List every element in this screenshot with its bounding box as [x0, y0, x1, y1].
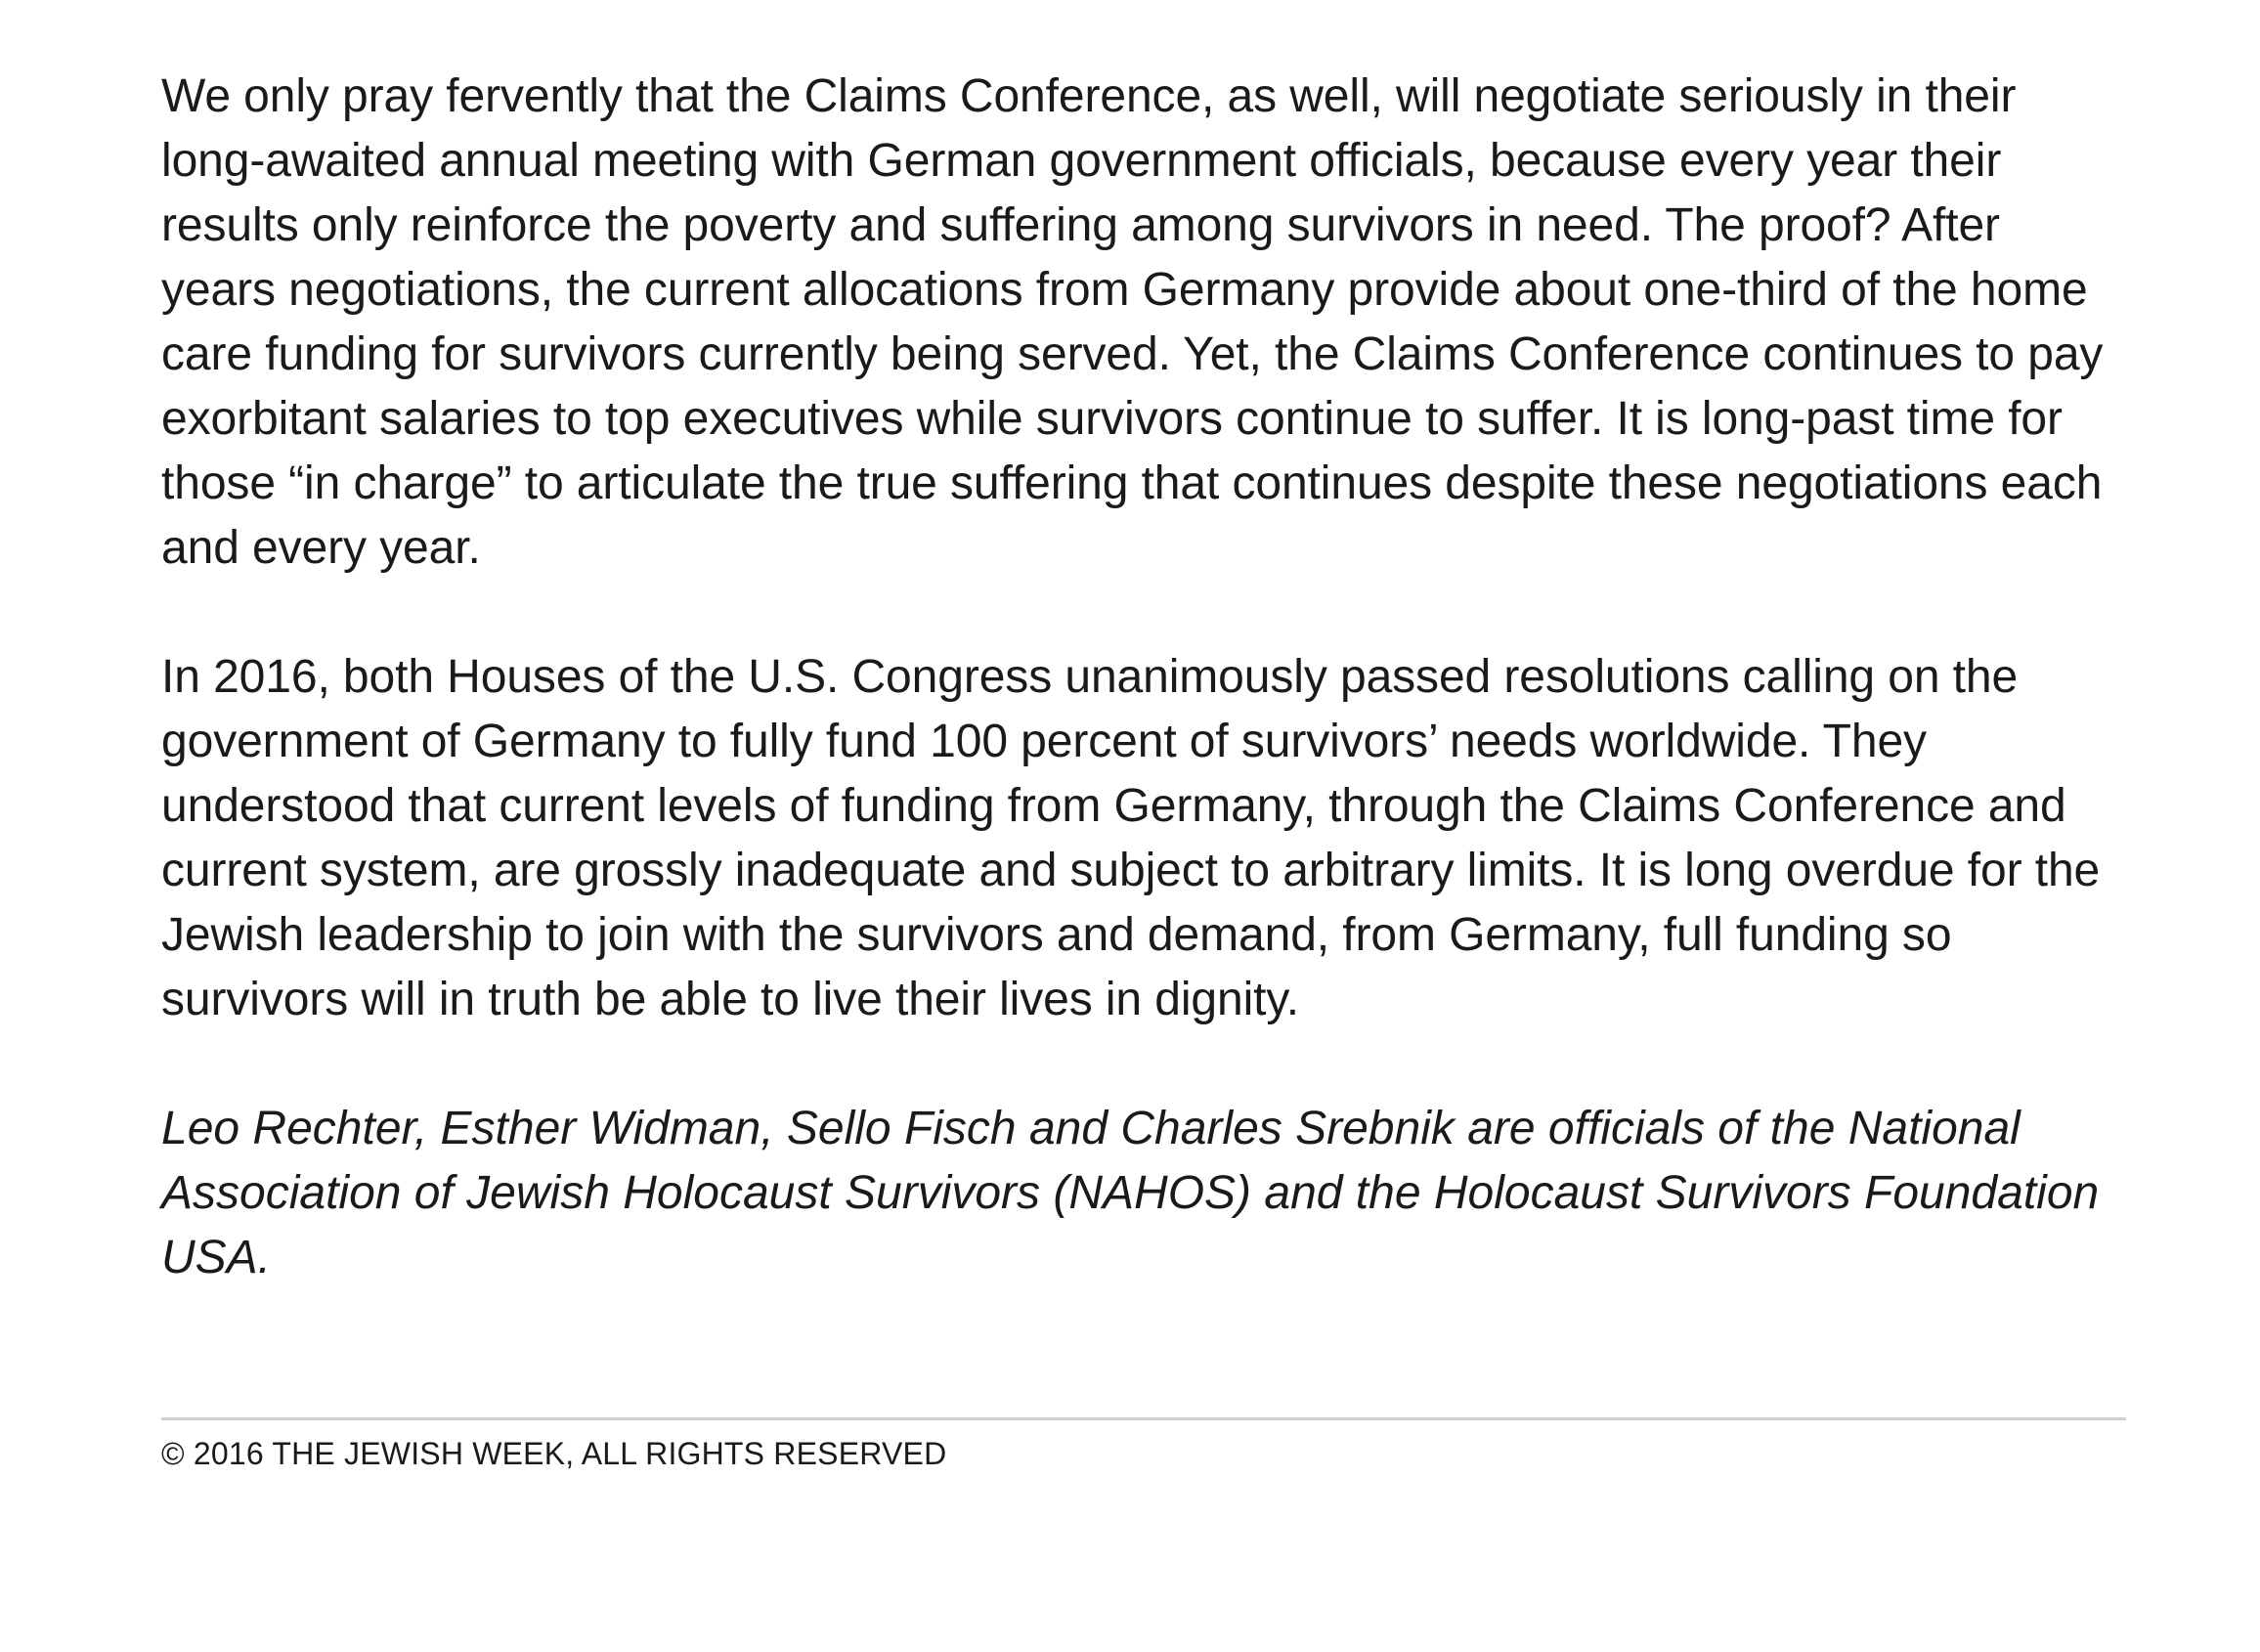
article-page [161, 65, 2126, 1473]
author-byline: Leo Rechter, Esther Widman, Sello Fisch and Charles Srebnik are officials of the National Association of Jewish Holocaust Survivors (NAHOS) and the Holocaust Survivors Foundation USA. [161, 1103, 2100, 1283]
article-paragraph-2: In 2016, both Houses of the U.S. Congress unanimously passed resolutions calling on the government of Germany to fully fund 100 percent of survivors’ needs worldwide. They understood that current levels of funding from Germany, through the Claims Conference and current system, are grossly inadequate and subject to arbitrary limits. It is long overdue for the Jewish leadership to join with the survivors and demand, from Germany, full funding so survivors will in truth be able to live their lives in dignity. [161, 651, 2101, 1025]
article-paragraph-1: We only pray fervently that the Claims Conference, as well, will negotiate seriously in their long-awaited annual meeting with German government officials, because every year their results only reinforce the poverty and suffering among survivors in need. The proof? After years negotiations, the current allocations from Germany provide about one-third of the home care funding for survivors currently being served. Yet, the Claims Conference continues to pay exorbitant salaries to top executives while survivors continue to suffer. It is long-past time for those “in charge” to articulate the true suffering that continues despite these negotiations each and every year. [161, 70, 2104, 574]
copyright-notice: © 2016 THE JEWISH WEEK, ALL RIGHTS RESERVED [161, 1436, 947, 1471]
footer-divider [161, 1417, 2126, 1420]
